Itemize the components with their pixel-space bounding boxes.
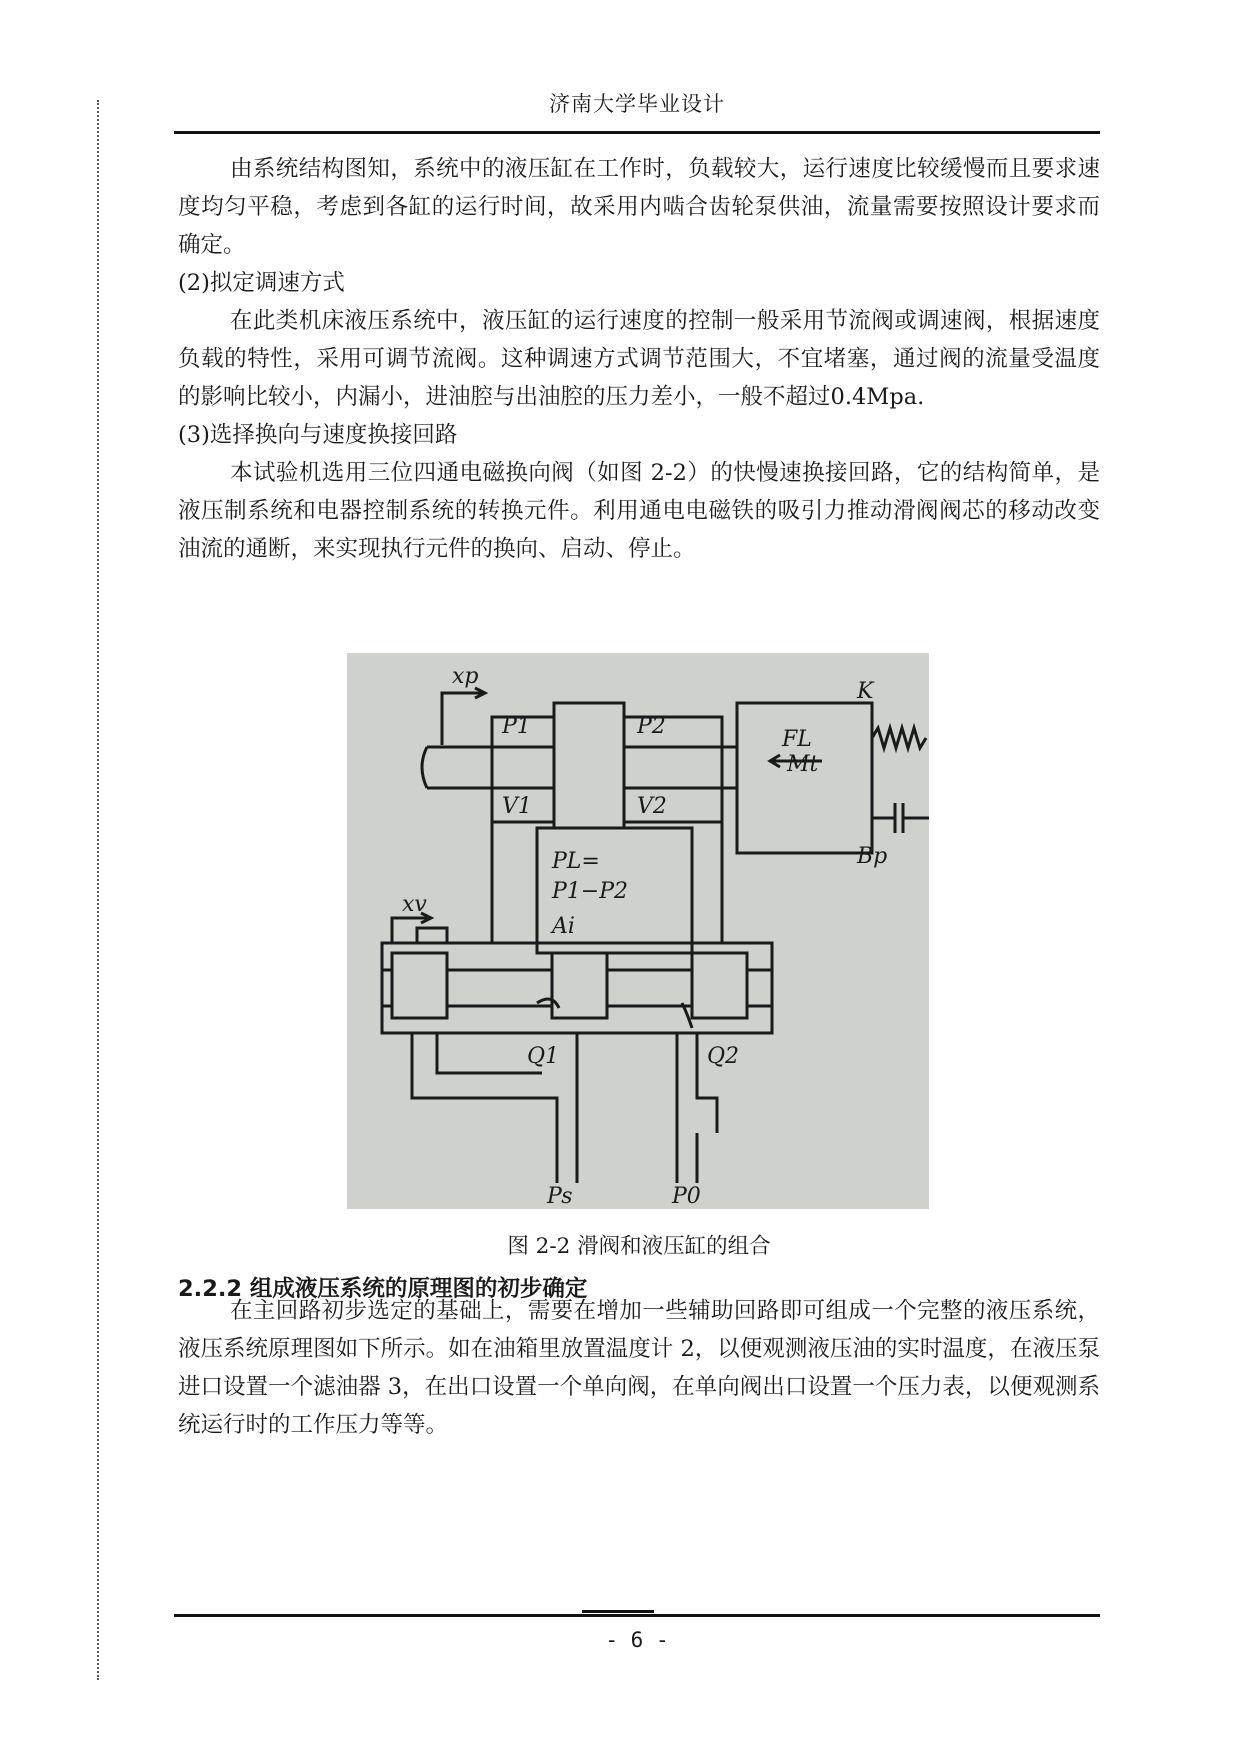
- valve-land-left: [392, 953, 447, 1018]
- label-bp: Bp: [857, 844, 888, 869]
- valve-land-right: [692, 953, 747, 1018]
- binding-line: [97, 100, 99, 1680]
- label-ai: Ai: [552, 914, 575, 939]
- body-top: [178, 150, 1100, 568]
- rod-break: [422, 747, 427, 788]
- figure-drawing: [347, 653, 929, 1209]
- spool-valve-cylinder-figure: [347, 653, 929, 1209]
- label-p1: P1: [502, 714, 531, 739]
- paragraph-1: 由系统结构图知，系统中的液压缸在工作时，负载较大，运行速度比较缓慢而且要求速度均匀平稳，考虑到各缸的运行时间，故采用内啮合齿轮泵供油，流量需要按照设计要求而确定。: [178, 156, 1100, 258]
- damper-body: [903, 803, 929, 833]
- label-fl: FL: [782, 727, 812, 752]
- mass-block: [737, 703, 872, 853]
- heading-2-speed: (2)拟定调速方式: [178, 270, 345, 296]
- label-v1: V1: [502, 794, 532, 819]
- valve-land-center: [552, 953, 607, 1018]
- label-mt: Mt: [787, 752, 819, 777]
- header-rule: [174, 131, 1100, 134]
- label-p1-p2: P1−P2: [552, 879, 629, 904]
- label-q1: Q1: [527, 1044, 560, 1069]
- paragraph-3: 本试验机选用三位四通电磁换向阀（如图 2-2）的快慢速换接回路，它的结构简单，是液压制系统和电器控制系统的转换元件。利用通电电磁铁的吸引力推动滑阀阀芯的移动改变油流的通断，来实现执行元件的换向、启动、停止。: [178, 460, 1100, 562]
- figure-caption: 图 2-2 滑阀和液压缸的组合: [507, 1234, 771, 1259]
- footer-rule: [174, 1614, 1100, 1617]
- xp-marker: [442, 693, 482, 745]
- label-p0: P0: [672, 1184, 701, 1209]
- spring-k: [872, 728, 926, 748]
- page-number: - 6 -: [605, 1628, 669, 1652]
- label-xv: xv: [402, 892, 427, 917]
- label-q2: Q2: [707, 1044, 740, 1069]
- section-title: 2.2.2 组成液压系统的原理图的初步确定: [178, 1276, 588, 1302]
- page-header: 济南大学毕业设计: [549, 92, 725, 116]
- label-pl: PL=: [552, 849, 600, 874]
- footer-center-mark: [582, 1610, 654, 1613]
- piston: [554, 703, 624, 828]
- label-ps: Ps: [547, 1184, 573, 1209]
- label-v2: V2: [637, 794, 667, 819]
- label-xp: xp: [452, 664, 479, 689]
- body-bottom: [178, 1292, 1100, 1444]
- label-k: K: [857, 679, 874, 704]
- label-p2: P2: [637, 714, 666, 739]
- paragraph-4: 在主回路初步选定的基础上，需要在增加一些辅助回路即可组成一个完整的液压系统，液压系统原理图如下所示。如在油箱里放置温度计 2，以便观测液压油的实时温度，在液压泵进口设置一个滤油器 3，在出口设置一个单向阀，在单向阀出口设置一个压力表，以便观测系统运行时的工作压力等等。: [178, 1298, 1100, 1438]
- heading-3-switch: (3)选择换向与速度换接回路: [178, 422, 458, 448]
- valve-port-top: [417, 928, 447, 943]
- paragraph-2: 在此类机床液压系统中，液压缸的运行速度的控制一般采用节流阀或调速阀，根据速度负载的特性，采用可调节流阀。这种调速方式调节范围大，不宜堵塞，通过阀的流量受温度的影响比较小，内漏小，进油腔与出油腔的压力差小，一般不超过0.4Mpa.: [178, 308, 1100, 410]
